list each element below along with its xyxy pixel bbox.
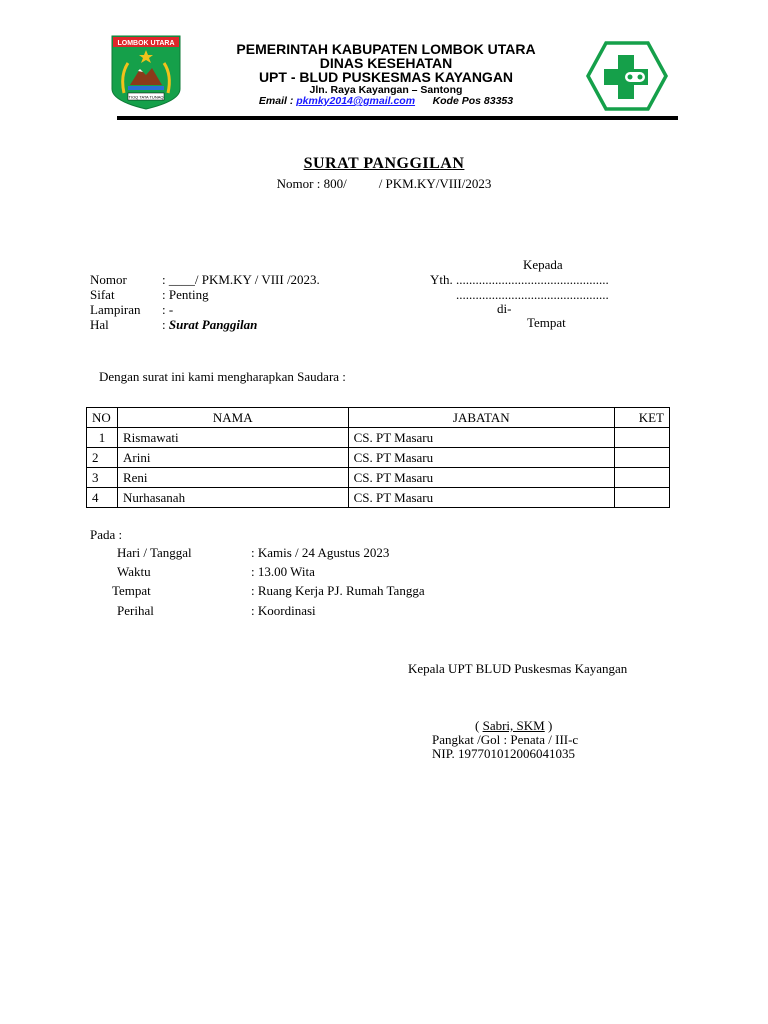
meta-label: Hal	[90, 317, 109, 332]
cell-jabatan: CS. PT Masaru	[348, 468, 614, 488]
intro-text: Dengan surat ini kami mengharapkan Saudara :	[99, 369, 346, 384]
meta-value-prefix: :	[162, 317, 169, 332]
meta-label: Nomor	[90, 272, 127, 287]
cell-no: 2	[87, 448, 118, 468]
meta-value-subject: Surat Panggilan	[168, 317, 258, 332]
pada-item-value: : Kamis / 24 Agustus 2023	[251, 545, 390, 560]
table-row	[87, 448, 670, 468]
signature-name-underlined: Sabri, SKM	[482, 718, 545, 733]
cell-no: 1	[87, 428, 118, 448]
meta-row	[90, 272, 362, 287]
col-jabatan-header: JABATAN	[348, 408, 614, 428]
document-number-suffix: / PKM.KY/VIII/2023	[378, 176, 492, 191]
addressee-tempat: Tempat	[527, 315, 566, 330]
table-header-row	[87, 408, 670, 428]
pada-item-value: : Ruang Kerja PJ. Rumah Tangga	[251, 583, 425, 598]
signature-nip	[432, 746, 575, 761]
col-no-header: NO	[87, 408, 118, 428]
cell-ket	[615, 448, 670, 468]
letterhead-address: Jln. Raya Kayangan – Santong	[309, 84, 463, 96]
signature-nip-text: NIP. 197701012006041035	[432, 746, 576, 761]
meta-row	[90, 302, 362, 317]
signature-position: Kepala UPT BLUD Puskesmas Kayangan	[408, 661, 628, 676]
letterhead-line-1: PEMERINTAH KABUPATEN LOMBOK UTARA	[236, 41, 536, 57]
logo-banner-text: LOMBOK UTARA	[117, 40, 175, 47]
document-number	[0, 176, 768, 191]
table-row	[87, 468, 670, 488]
pada-item-value: : Koordinasi	[251, 603, 316, 618]
cell-nama: Rismawati	[117, 428, 348, 448]
letter-meta	[90, 272, 362, 332]
addressee-dots: ...............................................	[456, 287, 609, 302]
pada-item-label: Tempat	[112, 583, 151, 598]
table-row	[87, 488, 670, 508]
pada-item-label: Hari / Tanggal	[117, 545, 192, 560]
letterhead-line-2: DINAS KESEHATAN	[319, 55, 453, 71]
meta-row	[90, 287, 362, 302]
cell-nama: Arini	[117, 448, 348, 468]
col-ket-header: KET	[615, 408, 670, 428]
cell-jabatan: CS. PT Masaru	[348, 488, 614, 508]
meta-value	[162, 317, 362, 332]
meta-value: : ____/ PKM.KY / VIII /2023.	[162, 272, 320, 287]
participants-table	[86, 407, 670, 508]
postcode: Kode Pos 83353	[432, 95, 514, 107]
cell-nama: Nurhasanah	[117, 488, 348, 508]
pada-item-label: Perihal	[117, 603, 154, 618]
cell-ket	[615, 428, 670, 448]
meta-value: : -	[162, 302, 174, 317]
cell-ket	[615, 468, 670, 488]
pada-item-label: Waktu	[117, 564, 151, 579]
email-link[interactable]: pkmky2014@gmail.com	[296, 95, 416, 107]
addressee-kepada: Kepada	[523, 257, 563, 272]
email-label: Email :	[258, 95, 294, 107]
meta-value: : Penting	[162, 287, 209, 302]
signature-rank: Pangkat /Gol : Penata / III-c	[432, 732, 579, 747]
letterhead-contact	[180, 95, 592, 107]
letterhead-rule	[117, 116, 678, 120]
cell-no: 3	[87, 468, 118, 488]
pada-item-value: : 13.00 Wita	[251, 564, 315, 579]
logo-ribbon-text: TIOQ TATA TUNAQ	[128, 94, 164, 100]
meta-label: Sifat	[90, 287, 115, 302]
cell-no: 4	[87, 488, 118, 508]
cell-nama: Reni	[117, 468, 348, 488]
cell-jabatan: CS. PT Masaru	[348, 448, 614, 468]
meta-row	[90, 317, 362, 332]
addressee-yth: Yth. ...............................................	[430, 272, 609, 287]
table-row	[87, 428, 670, 448]
col-nama-header: NAMA	[117, 408, 348, 428]
cell-jabatan: CS. PT Masaru	[348, 428, 614, 448]
meta-label: Lampiran	[90, 302, 141, 317]
puskesmas-logo	[586, 41, 668, 111]
document-title: SURAT PANGGILAN	[303, 155, 465, 172]
regency-logo	[110, 35, 182, 110]
addressee-di: di-	[497, 301, 512, 316]
cell-ket	[615, 488, 670, 508]
pada-label: Pada :	[90, 527, 123, 542]
document-number-prefix: Nomor : 800/	[276, 176, 347, 191]
letterhead-line-3: UPT - BLUD PUSKESMAS KAYANGAN	[258, 69, 514, 85]
signature-name: ( Sabri, SKM )	[475, 718, 553, 733]
